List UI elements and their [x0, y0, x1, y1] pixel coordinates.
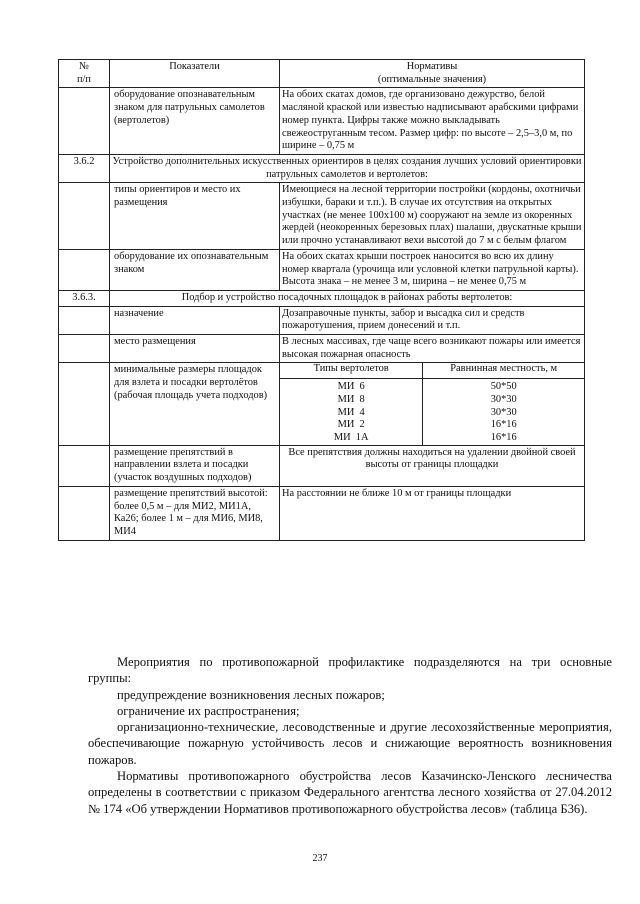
list-item: предупреждение возникновения лесных пожаров;: [117, 687, 385, 702]
table-row: [59, 183, 585, 250]
table-header-row: [59, 60, 585, 88]
section-title: Подбор и устройство посадочных площадок в районах работы вертолетов:: [110, 290, 585, 306]
helicopter-table-cell: [280, 363, 585, 445]
row-value: В лесных массивах, где чаще всего возникают пожары или имеется высокая пожарная опасность: [280, 335, 585, 363]
row-label: оборудование опознавательным знаком для патрульных самолетов (вертолетов): [110, 88, 280, 155]
paragraph: организационно-технические, лесоводственные и другие лесохозяйственные мероприятия, обеспечивающие пожарную устойчивость лесов и снижающие вероятность возникновения пожаров.: [88, 720, 612, 767]
helicopter-table: [280, 363, 584, 444]
header-num: № п/п: [59, 60, 110, 88]
helicopter-type: МИ 8: [337, 393, 365, 405]
row-label: размещение препятствий в направлении взлета и посадки (участок воздушных подходов): [110, 445, 280, 486]
helicopter-type: МИ 1А: [333, 431, 369, 443]
helicopter-type: МИ 2: [337, 419, 365, 431]
table-row: [59, 486, 585, 540]
table-row: [59, 88, 585, 155]
row-label: назначение: [110, 306, 280, 334]
pad-size: 50*50: [490, 381, 517, 393]
row-value: Все препятствия должны находиться на удалении двойной своей высоты от границы площадки: [280, 445, 585, 486]
section-title: Устройство дополнительных искусственных ориентиров в целях создания лучших условий ориентировки патрульных самолетов и вертолетов:: [110, 154, 585, 182]
pad-size: 30*30: [490, 406, 517, 418]
list-item: ограничение их распространения;: [117, 703, 300, 718]
paragraph: Мероприятия по противопожарной профилактике подразделяются на три основные группы:: [88, 655, 612, 686]
row-value: Имеющиеся на лесной территории постройки (кордоны, охотничьи избушки, бараки и т.п.). В случае их отсутствия на открытых участках (не менее 100x100 м) сооружают на земле из окоренных жердей (неокоренных березовых плах) шалаши, двускатные крыши или прочно устанавливают вехи высотой до 7 м с белым флагом: [280, 183, 585, 250]
row-label: минимальные размеры площадок для взлета и посадки вертолётов (рабочая площадь учета подходов): [110, 363, 280, 445]
table-row: [59, 445, 585, 486]
norms-table: [58, 59, 585, 541]
row-label: размещение препятствий высотой: более 0,5 м – для МИ2, МИ1А, Ка26; более 1 м – для МИ6, МИ8, МИ4: [110, 486, 280, 540]
row-value: На расстоянии не ближе 10 м от границы площадки: [280, 486, 585, 540]
col-area-header: Равнинная местность, м: [423, 363, 584, 378]
table-row: [59, 249, 585, 290]
row-label: место размещения: [110, 335, 280, 363]
paragraph: Нормативы противопожарного обустройства лесов Казачинско-Ленского лесничества определены в соответствии с приказом Федерального агентства лесного хозяйства от 27.04.2012 № 174 «Об утверждении Нормативов противопожарного обустройства лесов» (таблица Б36).: [88, 769, 612, 816]
row-value: На обоих скатах крыши построек наносится во всю их длину номер квартала (урочища или условной клетки патрульной карты). Высота знака – не менее 3 м, ширина – не менее 0,75 м: [280, 249, 585, 290]
table-row: [59, 335, 585, 363]
row-value: На обоих скатах домов, где организовано дежурство, белой масляной краской или известью надписывают арабскими цифрами номер пункта. Цифры также можно выкладывать свежеоструганным тесом. Размер цифр: по высоте – 2,5–3,0 м, по ширине – 0,75 м: [280, 88, 585, 155]
header-indicators: Показатели: [110, 60, 280, 88]
col-types-header: Типы вертолетов: [280, 363, 423, 378]
table-row: [59, 306, 585, 334]
pad-size: 16*16: [490, 419, 517, 431]
table-row: [59, 363, 585, 445]
section-row: [59, 154, 585, 182]
section-row: [59, 290, 585, 306]
helicopter-type: МИ 4: [337, 406, 365, 418]
row-label: типы ориентиров и место их размещения: [110, 183, 280, 250]
section-number: 3.6.3.: [59, 290, 110, 306]
pad-size: 30*30: [490, 393, 517, 405]
helicopter-sizes: [423, 379, 584, 445]
body-text: [88, 654, 612, 817]
page-number: 237: [312, 853, 328, 864]
helicopter-types: [280, 379, 423, 445]
pad-size: 16*16: [490, 431, 517, 443]
row-label: оборудование их опознавательным знаком: [110, 249, 280, 290]
helicopter-type: МИ 6: [337, 381, 365, 393]
header-norms: Нормативы (оптимальные значения): [280, 60, 585, 88]
row-value: Дозаправочные пункты, забор и высадка сил и средств пожаротушения, прием донесений и т.п.: [280, 306, 585, 334]
section-number: 3.6.2: [59, 154, 110, 182]
